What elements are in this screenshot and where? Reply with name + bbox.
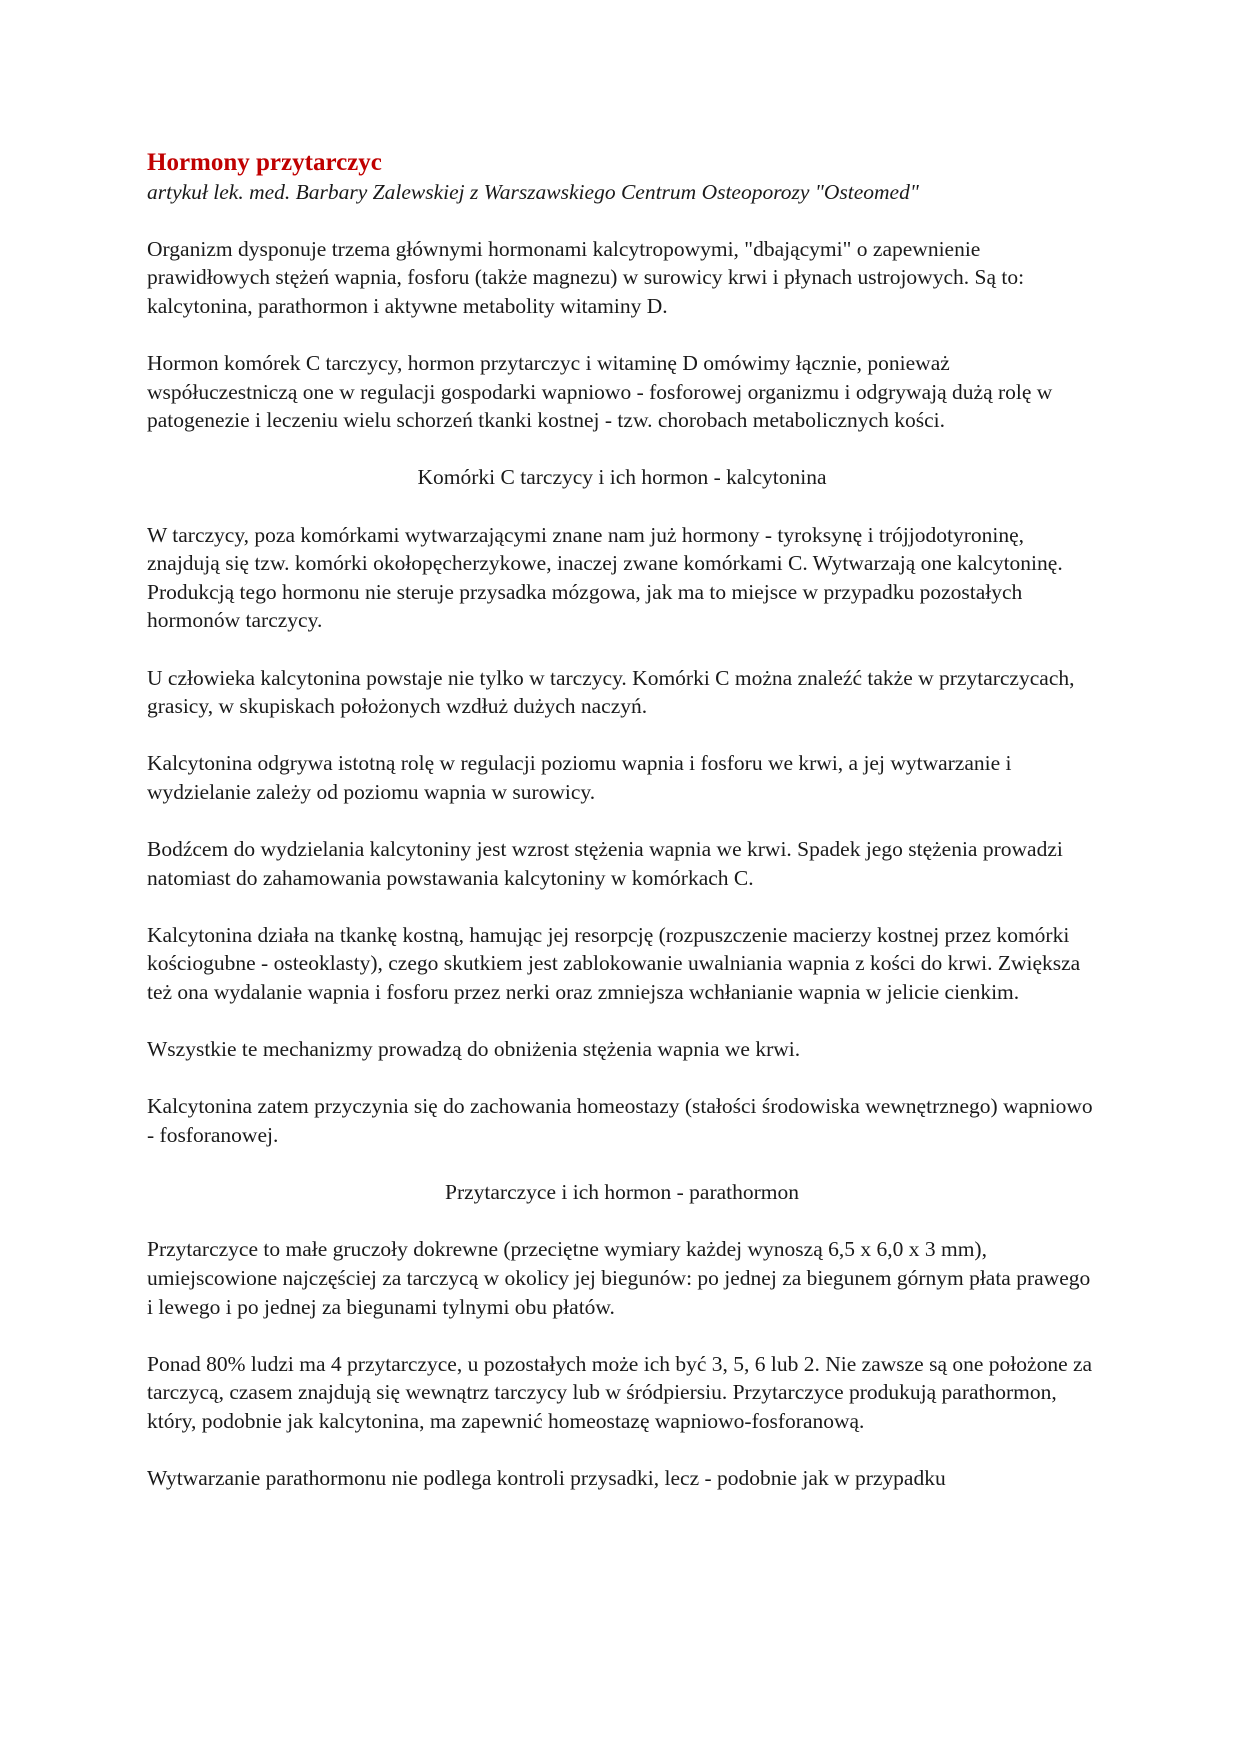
paragraph: Bodźcem do wydzielania kalcytoniny jest wzrost stężenia wapnia we krwi. Spadek jego stężenia prowadzi natomiast do zahamowania powstawania kalcytoniny w komórkach C.	[147, 837, 1063, 890]
paragraph: Wytwarzanie parathormonu nie podlega kontroli przysadki, lecz - podobnie jak w przypadku	[147, 1466, 946, 1491]
paragraph: Ponad 80% ludzi ma 4 przytarczyce, u pozostałych może ich być 3, 5, 6 lub 2. Nie zawsze są one położone za tarczycą, czasem znajdują się wewnątrz tarczycy lub w śródpiersiu. Przytarczyce produkują parathormon, który, podobnie jak kalcytonina, ma zapewnić homeostazę wapniowo-fosforanową.	[147, 1351, 1093, 1433]
paragraph: U człowieka kalcytonina powstaje nie tylko w tarczycy. Komórki C można znaleźć także w przytarczycach, grasicy, w skupiskach położonych wzdłuż dużych naczyń.	[147, 665, 1075, 719]
paragraph: Kalcytonina zatem przyczynia się do zachowania homeostazy (stałości środowiska wewnętrznego) wapniowo - fosforanowej.	[147, 1094, 1093, 1147]
paragraph: Kalcytonina odgrywa istotną rolę w regulacji poziomu wapnia i fosforu we krwi, a jej wytwarzanie i wydzielanie zależy od poziomu wapnia w surowicy.	[147, 751, 1012, 804]
section-heading: Komórki C tarczycy i ich hormon - kalcytonina	[417, 465, 827, 490]
paragraph: Kalcytonina działa na tkankę kostną, hamując jej resorpcję (rozpuszczenie macierzy kostnej przez komórki kościogubne - osteoklasty), czego skutkiem jest zablokowanie uwalniania wapnia z kości do krwi. Zwiększa też ona wydalanie wapnia i fosforu przez nerki oraz zmniejsza wchłanianie wapnia w jelicie cienkim.	[147, 922, 1081, 1005]
paragraph: Hormon komórek C tarczycy, hormon przytarczyc i witaminę D omówimy łącznie, ponieważ współuczestniczą one w regulacji gospodarki wapniowo - fosforowej organizmu i odgrywają dużą rolę w patogenezie i leczeniu wielu schorzeń tkanki kostnej - tzw. chorobach metabolicznych kości.	[147, 350, 1053, 433]
document-page	[147, 148, 1097, 1521]
document-title: Hormony przytarczyc	[147, 149, 382, 176]
section-heading: Przytarczyce i ich hormon - parathormon	[444, 1180, 799, 1205]
document-subtitle: artykuł lek. med. Barbary Zalewskiej z Warszawskiego Centrum Osteoporozy "Osteomed"	[147, 180, 919, 204]
paragraph: Przytarczyce to małe gruczoły dokrewne (przeciętne wymiary każdej wynoszą 6,5 x 6,0 x 3 mm), umiejscowione najczęściej za tarczycą w okolicy jej biegunów: po jednej za biegunem górnym płata prawego i lewego i po jednej za biegunami tylnymi obu płatów.	[147, 1237, 1091, 1319]
paragraph: Organizm dysponuje trzema głównymi hormonami kalcytropowymi, "dbającymi" o zapewnienie prawidłowych stężeń wapnia, fosforu (także magnezu) w surowicy krwi i płynach ustrojowych. Są to: kalcytonina, parathormon i aktywne metabolity witaminy D.	[147, 236, 1025, 318]
paragraph: W tarczycy, poza komórkami wytwarzającymi znane nam już hormony - tyroksynę i trójjodotyroninę, znajdują się tzw. komórki okołopęcherzykowe, inaczej zwane komórkami C. Wytwarzają one kalcytoninę. Produkcją tego hormonu nie steruje przysadka mózgowa, jak ma to miejsce w przypadku pozostałych hormonów tarczycy.	[147, 522, 1063, 633]
paragraph: Wszystkie te mechanizmy prowadzą do obniżenia stężenia wapnia we krwi.	[147, 1037, 801, 1062]
